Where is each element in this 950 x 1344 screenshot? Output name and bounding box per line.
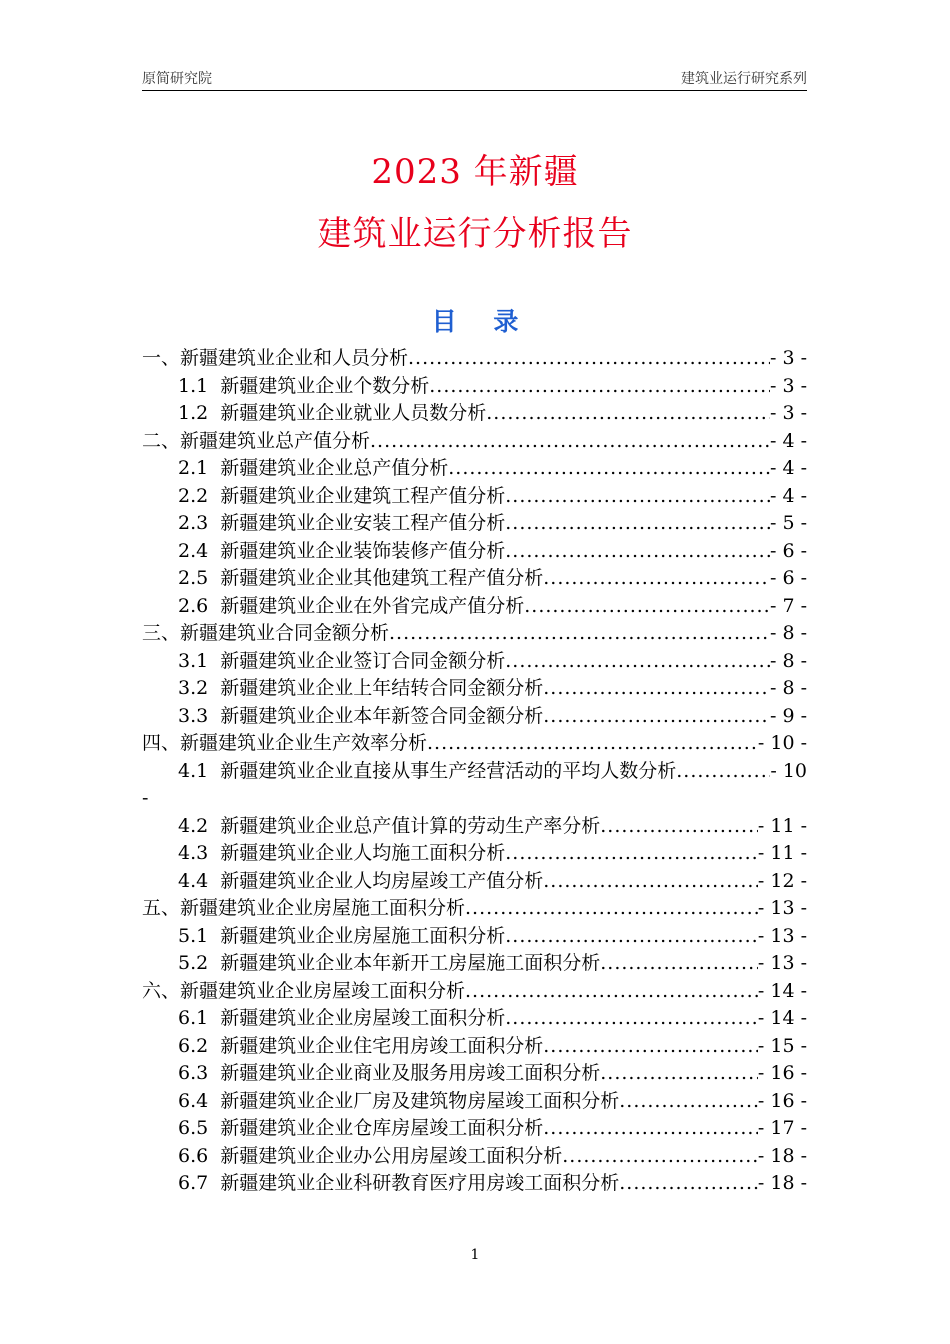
toc-entry-page: - 3 -	[769, 402, 807, 424]
toc-entry-label: 新疆建筑业企业人均施工面积分析	[220, 842, 506, 864]
toc-entry[interactable]	[142, 1033, 807, 1061]
toc-leader-dots	[465, 895, 758, 923]
toc-leader-dots	[619, 1170, 758, 1198]
document-title-line-2: 建筑业运行分析报告	[317, 214, 633, 254]
toc-entry-page: - 18 -	[757, 1144, 807, 1167]
toc-entry-label: 三、新疆建筑业合同金额分析	[142, 622, 390, 644]
toc-entry-label: 二、新疆建筑业总产值分析	[142, 429, 371, 452]
toc-entry[interactable]	[142, 1170, 807, 1198]
toc-entry[interactable]	[142, 895, 807, 923]
toc-entry[interactable]	[142, 1060, 807, 1088]
toc-entry-page: - 4 -	[769, 457, 807, 479]
toc-entry-label: 新疆建筑业企业办公用房屋竣工面积分析	[220, 1144, 563, 1167]
toc-entry-page: - 11 -	[757, 842, 807, 864]
toc-entry-number: 6.3	[178, 1062, 209, 1084]
toc-entry-number: 5.2	[178, 952, 209, 974]
toc-leader-dots	[562, 1143, 758, 1171]
toc-entry-number: 1.1	[178, 374, 209, 397]
toc-leader-dots	[505, 840, 758, 868]
toc-entry-page: - 17 -	[757, 1117, 807, 1139]
toc-leader-dots	[600, 1060, 758, 1088]
toc-entry[interactable]	[142, 373, 807, 401]
toc-entry-number: 3.3	[178, 704, 209, 727]
toc-entry-number: 4.3	[178, 842, 209, 864]
toc-entry-label: 新疆建筑业企业本年新签合同金额分析	[220, 704, 544, 727]
toc-entry-label: 新疆建筑业企业总产值分析	[220, 457, 449, 479]
toc-leader-dots	[486, 400, 770, 428]
toc-leader-dots	[543, 703, 770, 731]
toc-entry-label: 新疆建筑业企业签订合同金额分析	[220, 649, 506, 672]
toc-entry[interactable]	[142, 1005, 807, 1033]
toc-entry[interactable]	[142, 620, 807, 648]
toc-entry-page: - 4 -	[769, 429, 807, 452]
toc-entry-number: 6.2	[178, 1034, 209, 1057]
toc-entry-label: 新疆建筑业企业在外省完成产值分析	[220, 594, 525, 617]
toc-entry[interactable]	[142, 593, 807, 621]
toc-entry-page: - 15 -	[757, 1034, 807, 1057]
toc-entry-page: - 11 -	[757, 814, 807, 837]
toc-entry-label: 新疆建筑业企业本年新开工房屋施工面积分析	[220, 952, 601, 974]
toc-entry[interactable]	[142, 345, 807, 373]
toc-entry-number: 4.1	[178, 759, 209, 782]
toc-entry-label: 新疆建筑业企业其他建筑工程产值分析	[220, 567, 544, 589]
toc-entry-label: 新疆建筑业企业房屋施工面积分析	[220, 924, 506, 947]
toc-entry-number: 2.1	[178, 457, 209, 479]
toc-entry[interactable]	[142, 978, 807, 1006]
toc-entry-page: - 6 -	[769, 567, 807, 589]
toc-entry[interactable]	[142, 510, 807, 538]
toc-entry-page: - 13 -	[757, 897, 807, 919]
toc-entry-label: 一、新疆建筑业企业和人员分析	[142, 347, 409, 369]
toc-leader-dots	[505, 538, 770, 566]
toc-leader-dots	[448, 455, 770, 483]
toc-entry-page: - 18 -	[757, 1172, 807, 1194]
toc-entry-number: 4.2	[178, 814, 209, 837]
toc-entry-number: 6.1	[178, 1007, 209, 1029]
toc-entry-page: - 5 -	[769, 512, 807, 534]
toc-entry-number: 4.4	[178, 869, 209, 892]
toc-entry-label: 新疆建筑业企业建筑工程产值分析	[220, 484, 506, 507]
toc-entry-page: - 14 -	[757, 979, 807, 1002]
toc-leader-dots	[600, 813, 758, 841]
toc-entry-label: 新疆建筑业企业个数分析	[220, 374, 430, 397]
toc-entry-number: 6.7	[178, 1172, 209, 1194]
page-number: 1	[470, 1247, 480, 1263]
toc-entry[interactable]	[142, 400, 807, 428]
toc-entry-page: - 16 -	[757, 1089, 807, 1112]
toc-entry-label: 新疆建筑业企业商业及服务用房竣工面积分析	[220, 1062, 601, 1084]
toc-leader-dots	[370, 428, 770, 456]
toc-entry-label: 六、新疆建筑业企业房屋竣工面积分析	[142, 979, 466, 1002]
toc-entry-label: 新疆建筑业企业装饰装修产值分析	[220, 539, 506, 562]
toc-entry-page: - 16 -	[757, 1062, 807, 1084]
toc-entry-label: 新疆建筑业企业房屋竣工面积分析	[220, 1007, 506, 1029]
toc-entry[interactable]	[142, 730, 807, 758]
toc-leader-dots	[600, 950, 758, 978]
toc-leader-dots	[676, 758, 770, 786]
toc-entry-label: 新疆建筑业企业安装工程产值分析	[220, 512, 506, 534]
toc-entry[interactable]	[142, 648, 807, 676]
toc-entry[interactable]	[142, 950, 807, 978]
toc-entry-label: 新疆建筑业企业科研教育医疗用房竣工面积分析	[220, 1172, 620, 1194]
toc-entry-number: 6.5	[178, 1117, 209, 1139]
toc-leader-dots	[543, 868, 758, 896]
toc-entry-number: 3.2	[178, 677, 209, 699]
toc-entry[interactable]	[142, 813, 807, 841]
page-header	[142, 66, 807, 91]
toc-leader-dots	[505, 648, 770, 676]
toc-leader-dots	[465, 978, 758, 1006]
toc-entry-page: - 7 -	[769, 594, 807, 617]
toc-leader-dots	[429, 373, 770, 401]
toc-entry[interactable]	[142, 868, 807, 896]
toc-entry-page: - 4 -	[769, 484, 807, 507]
toc-entry[interactable]	[142, 675, 807, 703]
toc-entry[interactable]	[142, 455, 807, 483]
toc-entry-label: 新疆建筑业企业直接从事生产经营活动的平均人数分析	[220, 759, 677, 782]
toc-entry[interactable]	[142, 1143, 807, 1171]
toc-leader-dots	[543, 1115, 758, 1143]
toc-entry-page: - 3 -	[769, 347, 807, 369]
toc-leader-dots	[505, 1005, 758, 1033]
toc-entry-number: 2.6	[178, 594, 209, 617]
header-right-text: 建筑业运行研究系列	[681, 71, 807, 87]
toc-leader-dots	[543, 675, 770, 703]
toc-entry-page: - 14 -	[757, 1007, 807, 1029]
toc-entry[interactable]	[142, 758, 807, 786]
toc-entry-label: 五、新疆建筑业企业房屋施工面积分析	[142, 897, 466, 919]
toc-entry[interactable]	[142, 703, 807, 731]
toc-entry-page: - 8 -	[769, 677, 807, 699]
toc-entry-page: - 9 -	[769, 704, 807, 727]
toc-heading: 目 录	[431, 307, 533, 336]
toc-leader-dots	[427, 730, 758, 758]
toc-entry-page: - 3 -	[769, 374, 807, 397]
toc-entry-number: 1.2	[178, 402, 209, 424]
toc-entry[interactable]	[142, 1088, 807, 1116]
toc-leader-dots	[408, 345, 770, 373]
toc-entry-label: 新疆建筑业企业上年结转合同金额分析	[220, 677, 544, 699]
toc-entry-number: 2.3	[178, 512, 209, 534]
toc-leader-dots	[505, 510, 770, 538]
toc-entry-page: - 6 -	[769, 539, 807, 562]
toc-entry[interactable]	[142, 483, 807, 511]
toc-entry-label: 新疆建筑业企业仓库房屋竣工面积分析	[220, 1117, 544, 1139]
toc-entry[interactable]	[142, 538, 807, 566]
toc-entry[interactable]	[142, 1115, 807, 1143]
header-left-text: 原简研究院	[142, 71, 212, 87]
toc-entry-page: - 13 -	[757, 924, 807, 947]
toc-entry-number: 6.4	[178, 1089, 209, 1112]
table-of-contents	[142, 345, 807, 1198]
toc-entry[interactable]	[142, 428, 807, 456]
toc-entry-page: - 10 -	[757, 732, 807, 754]
toc-entry-label: 新疆建筑业企业就业人员数分析	[220, 402, 487, 424]
document-title-line-1: 2023 年新疆	[371, 152, 579, 192]
toc-leader-dots	[505, 923, 758, 951]
toc-leader-dots	[505, 483, 770, 511]
toc-entry-number: 3.1	[178, 649, 209, 672]
toc-entry-number: 6.6	[178, 1144, 209, 1167]
toc-entry-number: 5.1	[178, 924, 209, 947]
toc-leader-dots	[389, 620, 770, 648]
toc-entry-label: 新疆建筑业企业人均房屋竣工产值分析	[220, 869, 544, 892]
toc-entry[interactable]	[142, 565, 807, 593]
toc-entry-page: - 10	[770, 759, 807, 782]
toc-entry-page: - 12 -	[757, 869, 807, 892]
toc-entry-label: 新疆建筑业企业总产值计算的劳动生产率分析	[220, 814, 601, 837]
toc-entry-label: 新疆建筑业企业厂房及建筑物房屋竣工面积分析	[220, 1089, 620, 1112]
toc-entry-number: 2.2	[178, 484, 209, 507]
toc-entry-page-wrap: -	[142, 787, 149, 809]
toc-entry-page: - 8 -	[769, 649, 807, 672]
toc-entry-page: - 8 -	[769, 622, 807, 644]
toc-leader-dots	[543, 565, 770, 593]
toc-entry-label: 四、新疆建筑业企业生产效率分析	[142, 732, 428, 754]
toc-entry-number: 2.4	[178, 539, 209, 562]
toc-leader-dots	[543, 1033, 758, 1061]
toc-entry[interactable]	[142, 923, 807, 951]
toc-entry-number: 2.5	[178, 567, 209, 589]
toc-entry-label: 新疆建筑业企业住宅用房竣工面积分析	[220, 1034, 544, 1057]
toc-entry[interactable]	[142, 840, 807, 868]
toc-leader-dots	[524, 593, 770, 621]
toc-leader-dots	[619, 1088, 758, 1116]
toc-entry-page: - 13 -	[757, 952, 807, 974]
